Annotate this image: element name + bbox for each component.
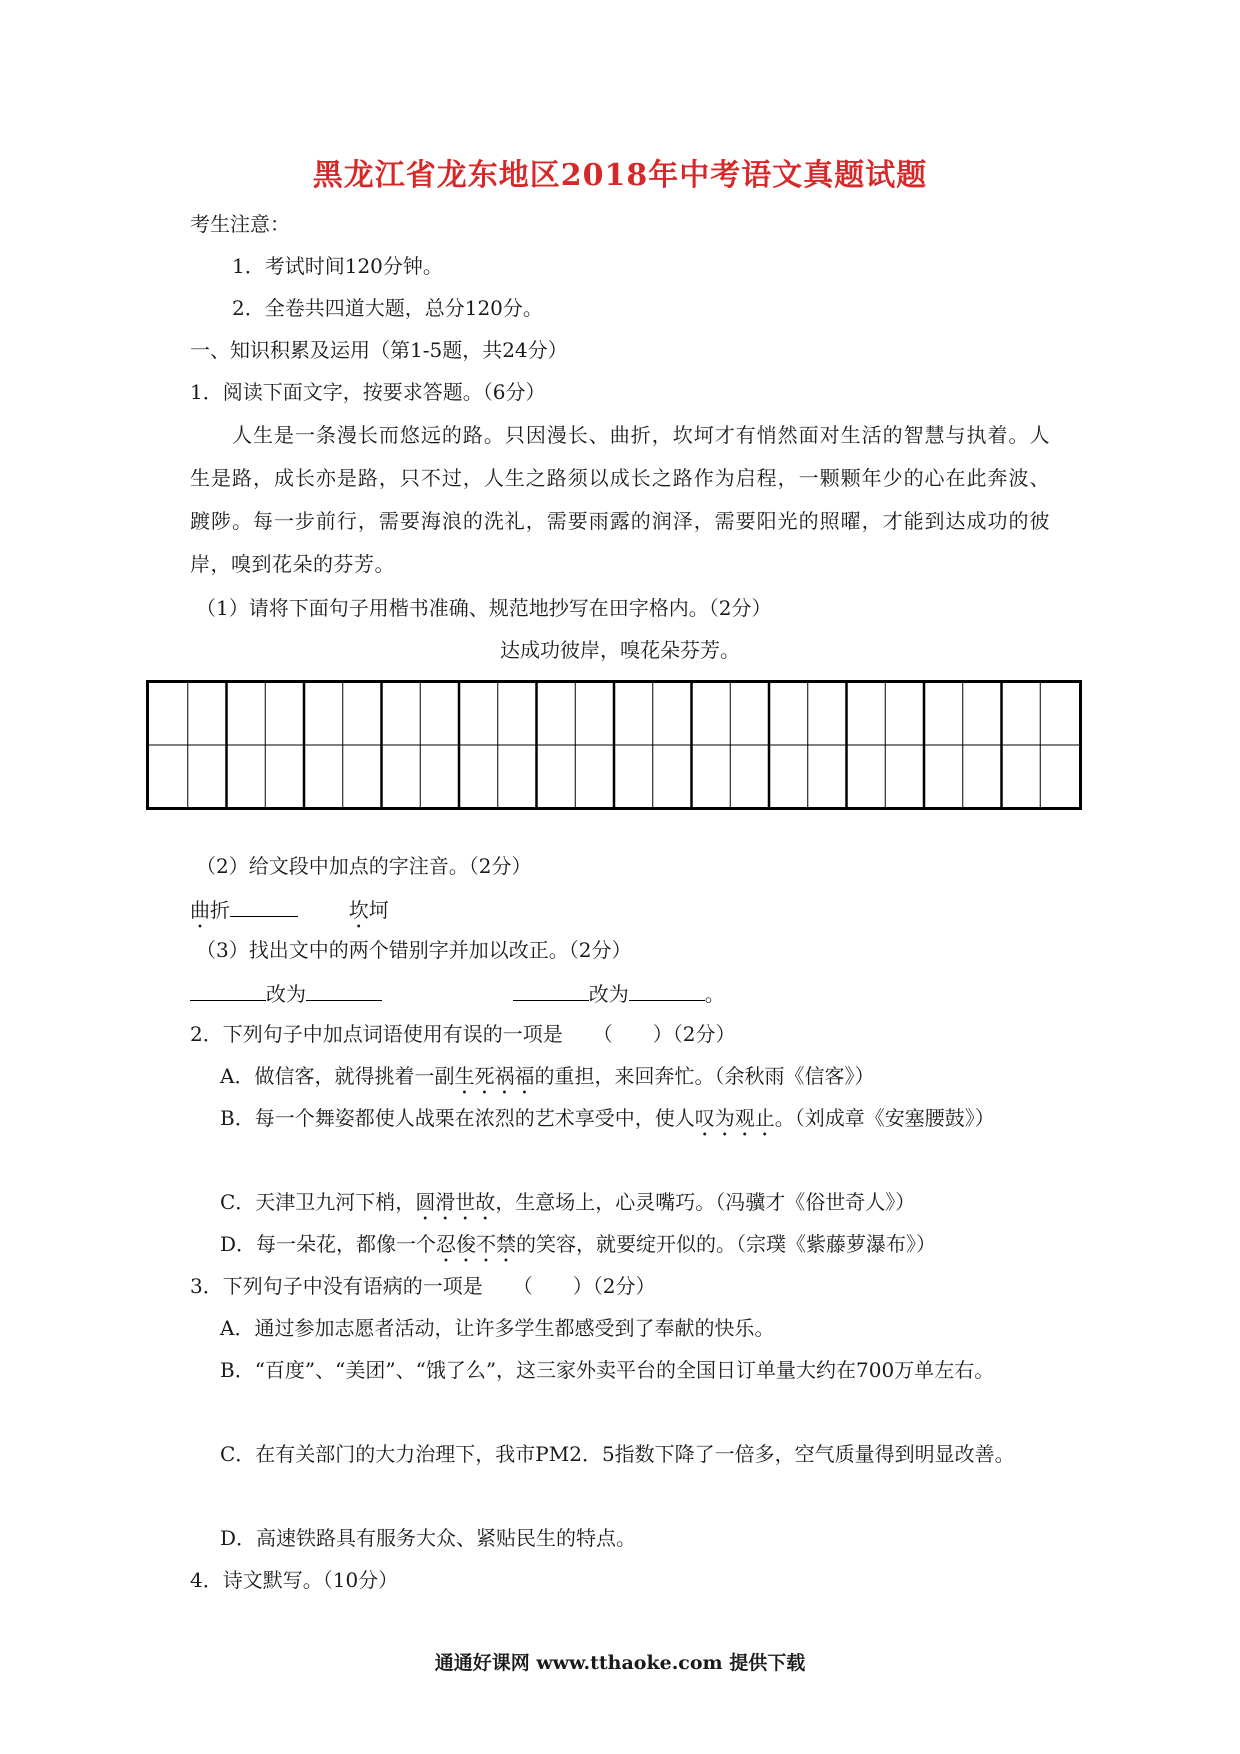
right-char-blank-2[interactable] bbox=[629, 978, 705, 1001]
q1-stem: 1．阅读下面文字，按要求答题。（6分） bbox=[190, 380, 546, 404]
q2-c-dotted: 圆滑世故 bbox=[415, 1190, 496, 1214]
dotted-char-qu: 曲 bbox=[190, 898, 210, 922]
q1-sub1: （1）请将下面句子用楷书准确、规范地抄写在田字格内。（2分） bbox=[196, 596, 772, 620]
notice-heading: 考生注意： bbox=[190, 212, 290, 236]
pinyin-blank-a[interactable] bbox=[230, 894, 298, 917]
period: 。 bbox=[704, 982, 725, 1006]
wrong-char-blank-1[interactable] bbox=[190, 978, 266, 1001]
q2-d-tail: 的笑容，就要绽开似的。（宗璞《紫藤萝瀑布》） bbox=[516, 1232, 937, 1256]
q3-option-a: A．通过参加志愿者活动，让许多学生都感受到了奉献的快乐。 bbox=[220, 1316, 775, 1340]
q1-sub2: （2）给文段中加点的字注音。（2分） bbox=[196, 854, 532, 878]
q3-option-d: D．高速铁路具有服务大众、紧贴民生的特点。 bbox=[220, 1526, 637, 1550]
page-title: 黑龙江省龙东地区2018年中考语文真题试题 bbox=[312, 158, 928, 193]
q4-stem: 4．诗文默写。（10分） bbox=[190, 1568, 399, 1592]
q3-option-b bbox=[190, 1349, 1050, 1392]
q2-d-text: D．每一朵花，都像一个 bbox=[220, 1232, 437, 1256]
dotted-char-kan: 坎 bbox=[348, 898, 369, 922]
notice-item-2: 2．全卷共四道大题，总分120分。 bbox=[232, 296, 543, 320]
q2-c-text: C．天津卫九河下梢， bbox=[220, 1190, 416, 1214]
char-zhe: 折 bbox=[210, 898, 230, 922]
q2-option-b bbox=[190, 1097, 1050, 1141]
wrong-char-blank-2[interactable] bbox=[513, 978, 589, 1001]
tianzige-grid[interactable] bbox=[146, 680, 1082, 810]
q1-sub3: （3）找出文中的两个错别字并加以改正。（2分） bbox=[196, 938, 632, 962]
correct-word-1: 改为 bbox=[266, 982, 306, 1006]
copy-sentence: 达成功彼岸，嗅花朵芬芳。 bbox=[500, 638, 740, 662]
section1-heading: 一、知识积累及运用（第1-5题，共24分） bbox=[190, 338, 568, 362]
footer-credit: 通通好课网 www.tthaoke.com 提供下载 bbox=[434, 1652, 806, 1674]
q3-c-text: C．在有关部门的大力治理下，我市PM2．5指数下降了一倍多，空气质量得到明显改善。 bbox=[220, 1442, 1015, 1466]
q2-b-dotted: 叹为观止 bbox=[694, 1106, 775, 1130]
q2-option-a bbox=[220, 1062, 874, 1099]
q3-stem: 3．下列句子中没有语病的一项是 （ ）（2分） bbox=[190, 1274, 656, 1298]
char-ke: 坷 bbox=[368, 898, 389, 922]
q2-a-text: A．做信客，就得挑着一副 bbox=[220, 1064, 455, 1088]
correct-word-2: 改为 bbox=[588, 982, 629, 1006]
q2-a-dotted: 生死祸福 bbox=[454, 1064, 535, 1088]
q1-passage: 人生是一条漫长而悠远的路。只因漫长、曲折，坎坷才有悄然面对生活的智慧与执着。人生是路，成长亦是路，只不过，人生之路须以成长之路作为启程，一颗颗年少的心在此奔波、踱陟。每一步前行，需要海浪的洗礼，需要雨露的润泽，需要阳光的照曜，才能到达成功的彼岸，嗅到花朵的芬芳。 bbox=[190, 423, 1050, 576]
pinyin-row bbox=[190, 894, 389, 933]
q2-c-tail: ，生意场上，心灵嘴巧。（冯骥才《俗世奇人》） bbox=[495, 1190, 916, 1214]
q2-option-d bbox=[220, 1230, 936, 1267]
q2-b-tail: 。（刘成章《安塞腰鼓》） bbox=[774, 1106, 995, 1130]
correction-row bbox=[190, 978, 725, 1008]
right-char-blank-1[interactable] bbox=[306, 978, 382, 1001]
q2-a-tail: 的重担，来回奔忙。（余秋雨《信客》） bbox=[534, 1064, 875, 1088]
q3-b-text: B．“百度”、“美团”、“饿了么”，这三家外卖平台的全国日订单量大约在700万单左右。 bbox=[220, 1358, 995, 1382]
q2-b-text: B．每一个舞姿都使人战栗在浓烈的艺术享受中，使人 bbox=[220, 1106, 695, 1130]
q2-option-c bbox=[220, 1188, 915, 1225]
q2-d-dotted: 忍俊不禁 bbox=[436, 1232, 517, 1256]
notice-item-1: 1．考试时间120分钟。 bbox=[232, 254, 443, 278]
q3-option-c bbox=[190, 1433, 1050, 1476]
q2-stem: 2．下列句子中加点词语使用有误的一项是 （ ）（2分） bbox=[190, 1022, 736, 1046]
grid-lines bbox=[149, 683, 1079, 807]
